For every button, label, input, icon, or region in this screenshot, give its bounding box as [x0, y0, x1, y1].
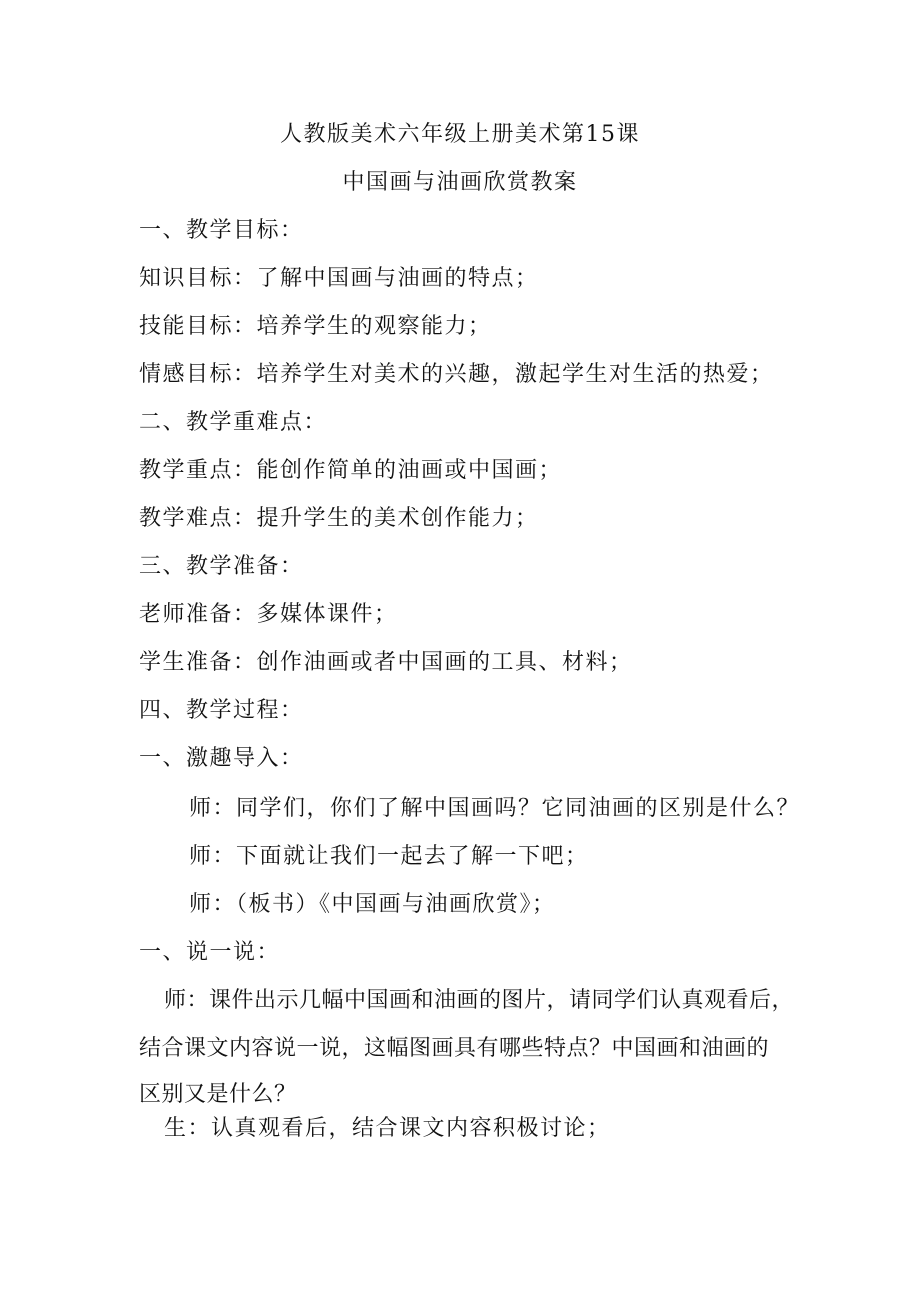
section-heading-preparation: 三、教学准备：	[139, 554, 304, 579]
paragraph-emotion-objective: 情感目标：培养学生对美术的兴趣，激起学生对生活的热爱；	[139, 362, 774, 387]
subsection-heading-discuss: 一、说一说：	[139, 940, 281, 965]
section-heading-key-points: 二、教学重难点：	[139, 410, 328, 435]
paragraph-discuss-line-2: 结合课文内容说一说，这幅图画具有哪些特点？中国画和油画的	[139, 1036, 770, 1061]
paragraph-discuss-line-3: 区别又是什么？	[139, 1082, 297, 1107]
subsection-heading-intro: 一、激趣导入：	[139, 746, 304, 771]
paragraph-student-prep: 学生准备：创作油画或者中国画的工具、材料；	[139, 650, 633, 675]
paragraph-difficult-point: 教学难点：提升学生的美术创作能力；	[139, 506, 539, 531]
paragraph-skill-objective: 技能目标：培养学生的观察能力；	[139, 314, 492, 339]
document-subtitle: 中国画与油画欣赏教案	[342, 170, 578, 195]
section-heading-objectives: 一、教学目标：	[139, 218, 304, 243]
section-heading-process: 四、教学过程：	[139, 698, 304, 723]
paragraph-teacher-board: 师：（板书）《中国画与油画欣赏》；	[189, 892, 556, 917]
paragraph-discuss-line-1: 师：课件出示几幅中国画和油画的图片，请同学们认真观看后，	[164, 988, 795, 1013]
paragraph-key-point: 教学重点：能创作简单的油画或中国画；	[139, 458, 563, 483]
paragraph-student-response: 生：认真观看后，结合课文内容积极讨论；	[164, 1116, 611, 1141]
paragraph-teacher-prep: 老师准备：多媒体课件；	[139, 602, 398, 627]
paragraph-knowledge-objective: 知识目标：了解中国画与油画的特点；	[139, 266, 539, 291]
document-title: 人教版美术六年级上册美术第15课	[280, 122, 640, 147]
paragraph-teacher-question: 师：同学们，你们了解中国画吗？它同油画的区别是什么？	[189, 796, 801, 821]
paragraph-teacher-lead: 师：下面就让我们一起去了解一下吧；	[189, 844, 589, 869]
